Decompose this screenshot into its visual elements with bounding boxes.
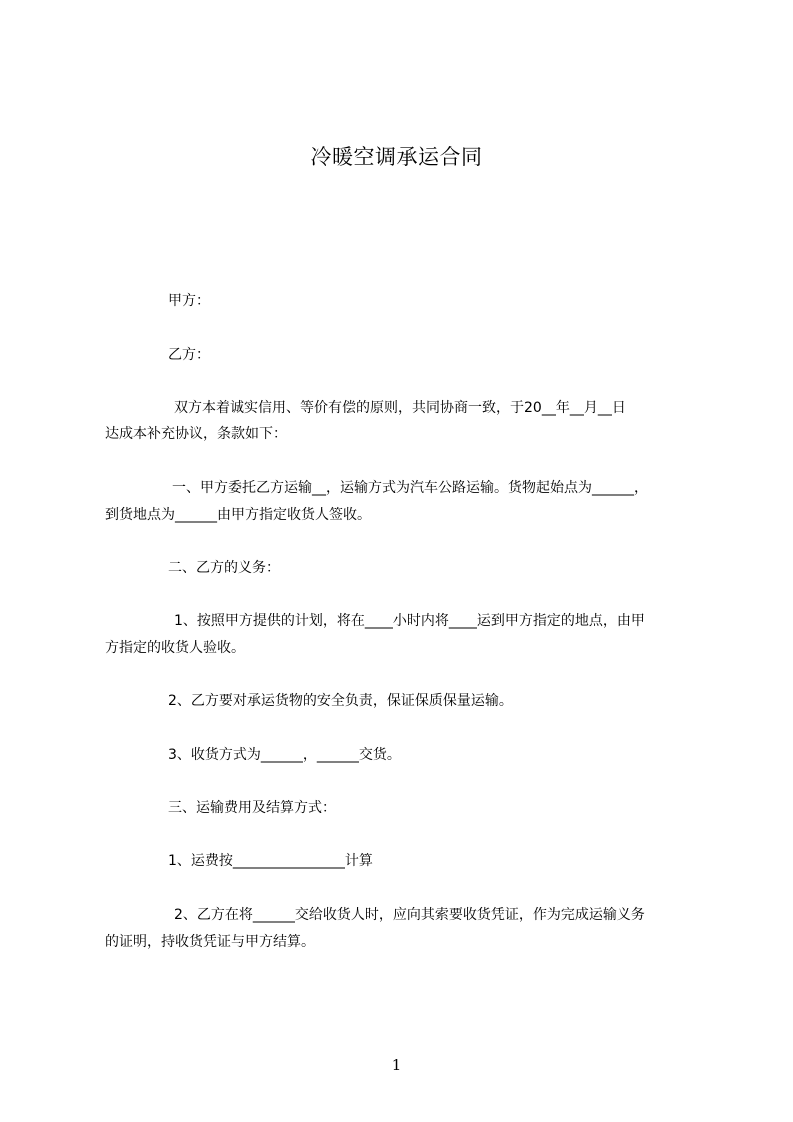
party-a-label: 甲方：	[168, 293, 210, 309]
document-title: 冷暖空调承运合同	[310, 145, 483, 169]
clause-1-line-2: 到货地点为______由甲方指定收货人签收。	[105, 507, 371, 523]
clause-2-item-3: 3、收货方式为______，______交货。	[168, 747, 401, 763]
clause-2-item-1-line-1: 1、按照甲方提供的计划，将在____小时内将____运到甲方指定的地点，由甲	[174, 613, 645, 629]
intro-paragraph-line-1: 双方本着诚实信用、等价有偿的原则，共同协商一致，于20__年__月__日	[174, 400, 626, 416]
clause-3-item-2-line-1: 2、乙方在将______交给收货人时，应向其索要收货凭证，作为完成运输义务	[174, 907, 645, 923]
page-number: 1	[391, 1056, 402, 1074]
clause-2-heading: 二、乙方的义务：	[168, 560, 280, 576]
intro-paragraph-line-2: 达成本补充协议，条款如下：	[105, 426, 287, 442]
clause-1-line-1: 一、甲方委托乙方运输__，运输方式为汽车公路运输。货物起始点为______，	[172, 480, 648, 496]
clause-3-heading: 三、运输费用及结算方式：	[168, 800, 336, 816]
clause-3-item-1: 1、运费按________________计算	[168, 853, 373, 869]
party-b-label: 乙方：	[168, 347, 210, 363]
clause-2-item-1-line-2: 方指定的收货人验收。	[105, 640, 245, 656]
clause-2-item-2: 2、乙方要对承运货物的安全负责，保证保质保量运输。	[168, 693, 513, 709]
clause-3-item-2-line-2: 的证明，持收货凭证与甲方结算。	[105, 934, 315, 950]
